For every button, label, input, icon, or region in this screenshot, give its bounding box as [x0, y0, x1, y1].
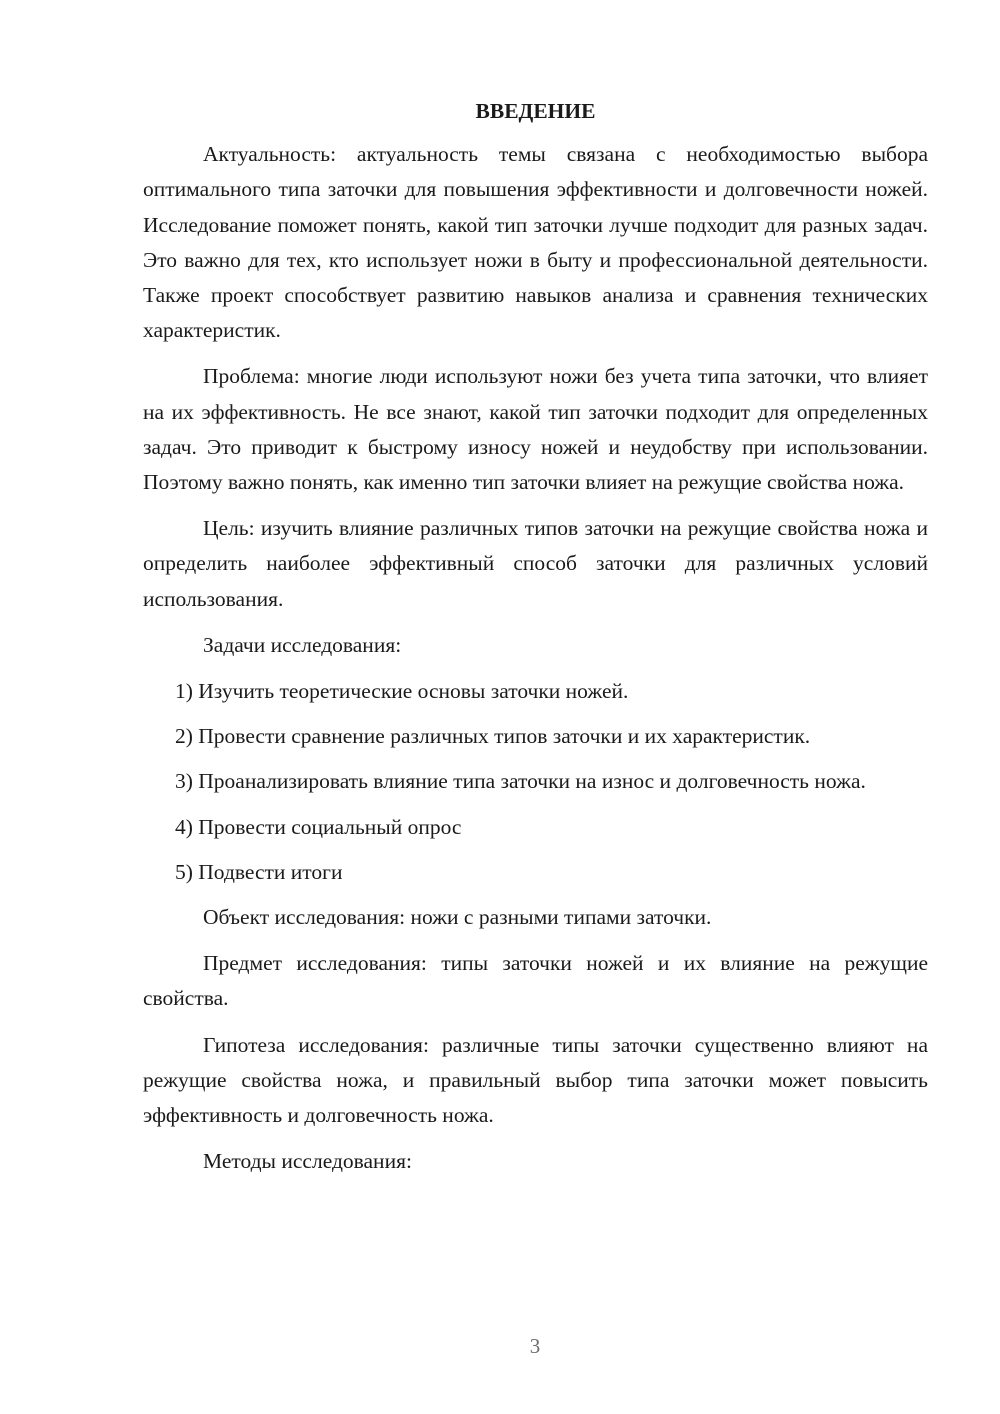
task-item: 5) Подвести итоги	[175, 859, 343, 884]
paragraph-goal: Цель: изучить влияние различных типов заточки на режущие свойства ножа и определить наиболее эффективный способ заточки для различных условий использования.	[143, 516, 928, 611]
task-item: 3) Проанализировать влияние типа заточки на износ и долговечность ножа.	[175, 769, 866, 794]
section-heading: ВВЕДЕНИЕ	[475, 99, 596, 123]
paragraph-methods: Методы исследования:	[203, 1149, 412, 1174]
task-item: 4) Провести социальный опрос	[175, 814, 462, 839]
page-content	[143, 94, 928, 1190]
paragraph-object: Объект исследования: ножи с разными типами заточки.	[203, 905, 712, 930]
task-item: 1) Изучить теоретические основы заточки ножей.	[175, 679, 629, 704]
paragraph-problem: Проблема: многие люди используют ножи без учета типа заточки, что влияет на их эффективность. Не все знают, какой тип заточки подходит для определенных задач. Это приводит к быстрому износу ножей и неудобству при использовании. Поэтому важно понять, как именно тип заточки влияет на режущие свойства ножа.	[143, 364, 928, 495]
page-number: 3	[529, 1334, 541, 1358]
paragraph-subject: Предмет исследования: типы заточки ножей и их влияние на режущие свойства.	[143, 951, 928, 1011]
paragraph-relevance: Актуальность: актуальность темы связана с необходимостью выбора оптимального типа заточки для повышения эффективности и долговечности ножей. Исследование поможет понять, какой тип заточки лучше подходит для разных задач. Это важно для тех, кто использует ножи в быту и профессиональной деятельности. Также проект способствует развитию навыков анализа и сравнения технических характеристик.	[143, 142, 928, 343]
tasks-title: Задачи исследования:	[203, 632, 402, 657]
paragraph-hypothesis: Гипотеза исследования: различные типы заточки существенно влияют на режущие свойства ножа, и правильный выбор типа заточки может повысить эффективность и долговечность ножа.	[143, 1032, 928, 1128]
task-item: 2) Провести сравнение различных типов заточки и их характеристик.	[175, 724, 811, 749]
